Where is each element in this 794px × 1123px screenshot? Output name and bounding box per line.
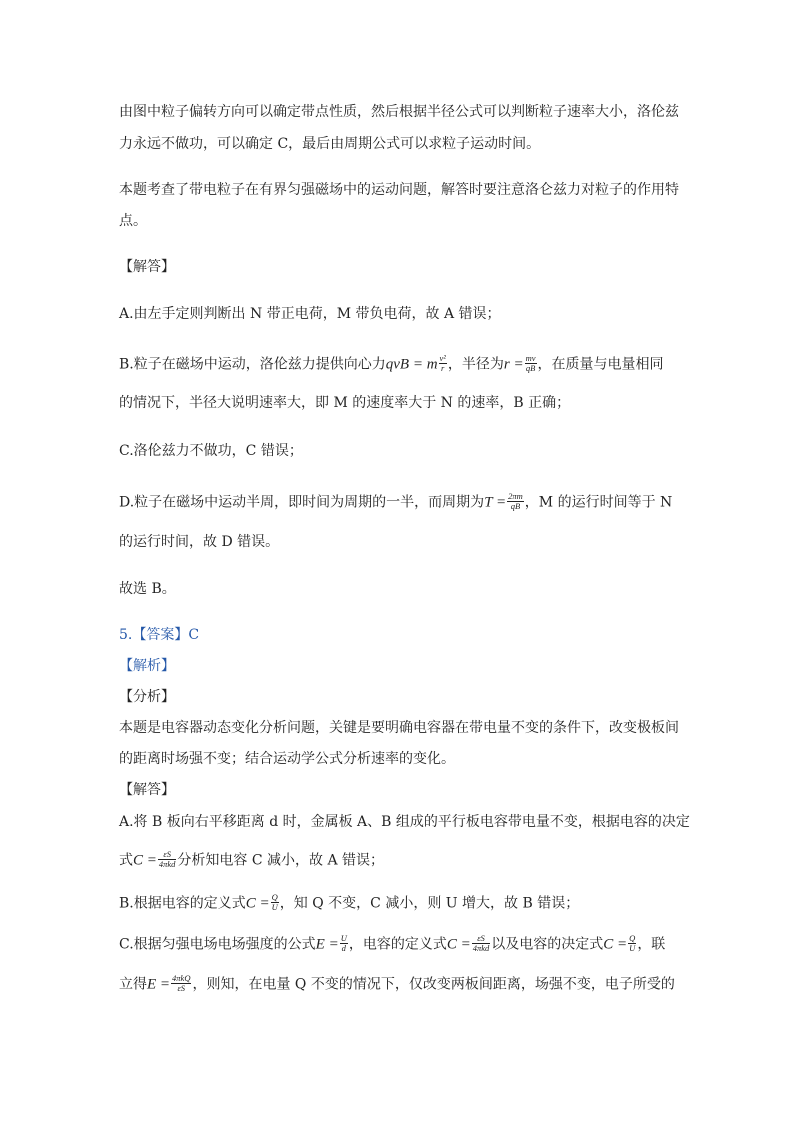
fraction-denominator: qB [510, 500, 521, 511]
q5-b-text-2: ，知 Q 不变，C 减小，则 U 增大，故 B 错误； [279, 895, 580, 912]
fraction-denominator: 4πkd [158, 858, 176, 869]
fraction-numerator: Q [271, 892, 278, 902]
q4-b-text-3: ，在质量与电量相同 [537, 356, 664, 373]
fraction-numerator: v² [439, 353, 446, 363]
q5-b-formula: C = [245, 895, 270, 912]
q5-a-text-1: 式 [119, 852, 133, 869]
q5-option-c-line-1 [119, 935, 665, 954]
fraction-denominator: U [271, 901, 278, 912]
intro-line-2: 力永远不做功，可以确定 C，最后由周期公式可以求粒子运动时间。 [119, 136, 541, 152]
q5-analysis-heading: 【解析】 [119, 658, 175, 674]
q5-c-text-4: ，联 [637, 936, 666, 953]
q5-solution-heading: 【解答】 [119, 782, 175, 798]
q5-a-fraction [158, 850, 177, 869]
fraction-numerator: εS [472, 934, 491, 944]
fraction-denominator: U [629, 942, 636, 953]
q4-option-d-line-1 [119, 493, 672, 512]
intro-line-1: 由图中粒子偏转方向可以确定带点性质，然后根据半径公式可以判断粒子速率大小，洛伦兹 [119, 104, 679, 120]
q5-c2-formula: E = [147, 976, 171, 993]
q5-b-fraction [271, 893, 279, 912]
q4-option-b-line-1 [119, 355, 664, 374]
fraction-numerator: mv [525, 353, 536, 363]
q4-b-fraction-2 [525, 354, 537, 373]
q5-c2-text-1: 立得 [119, 976, 147, 993]
q4-solution-heading: 【解答】 [119, 259, 175, 275]
q4-b-formula-force: qvB = m [385, 356, 438, 373]
fraction-denominator: qB [525, 362, 536, 373]
q4-option-d-line-2: 的运行时间，故 D 错误。 [119, 534, 280, 550]
q4-option-a: A.由左手定则判断出 N 带正电荷，M 带负电荷，故 A 错误； [119, 306, 501, 322]
q5-fenxi-line-2: 的距离时场强不变；结合运动学公式分析速率的变化。 [119, 751, 455, 767]
fraction-numerator: εS [158, 850, 177, 860]
fraction-numerator: 4πkQ [172, 973, 191, 983]
q5-c-formula-definition: C = [603, 936, 628, 953]
note-line-2: 点。 [119, 213, 147, 229]
q5-option-c-line-2 [119, 975, 675, 994]
fraction-denominator: d [341, 942, 346, 953]
q5-c2-text-2: ，则知，在电量 Q 不变的情况下，仅改变两板间距离，场强不变，电子所受的 [192, 976, 675, 993]
q4-b-text-2: ，半径为 [447, 356, 504, 373]
q4-b-text-1: B.粒子在磁场中运动，洛伦兹力提供向心力 [119, 356, 386, 373]
note-line-1: 本题考查了带电粒子在有界匀强磁场中的运动问题，解答时要注意洛仑兹力对粒子的作用特 [119, 182, 679, 198]
fraction-denominator: r [441, 362, 445, 373]
fraction-numerator: U [340, 933, 347, 943]
q5-c-text-1: C.根据匀强电场电场强度的公式 [119, 936, 316, 953]
fraction-numerator: Q [629, 933, 636, 943]
q5-option-a-line-2 [119, 851, 384, 870]
q5-c-text-2: ，电容的定义式 [348, 936, 447, 953]
q4-choice: 故选 B。 [119, 581, 176, 597]
q5-c-formula-capacitance: C = [446, 936, 471, 953]
q5-a-formula: C = [133, 852, 157, 869]
q5-c2-fraction [171, 974, 191, 993]
fraction-denominator: 4πkd [472, 942, 490, 953]
q4-b-formula-radius: r = [503, 356, 524, 373]
q4-d-fraction [507, 492, 524, 511]
q5-b-text-1: B.根据电容的定义式 [119, 895, 246, 912]
q5-fenxi-line-1: 本题是电容器动态变化分析问题，关键是要明确电容器在带电量不变的条件下，改变极板间 [119, 720, 679, 736]
q5-a-text-2: 分析知电容 C 减小，故 A 错误； [177, 852, 385, 869]
q5-answer: 5.【答案】C [119, 627, 200, 643]
q4-d-formula-period: T = [484, 494, 507, 511]
q5-option-a-line-1: A.将 B 板向右平移距离 d 时，金属板 A、B 组成的平行板电容带电量不变，根据电容的决定 [119, 814, 690, 830]
q5-c-fraction-3 [628, 934, 636, 953]
q4-option-c: C.洛伦兹力不做功，C 错误； [119, 443, 303, 459]
q4-d-text-1: D.粒子在磁场中运动半周，即时间为周期的一半，而周期为 [119, 494, 485, 511]
q5-c-text-3: 以及电容的决定式 [491, 936, 604, 953]
q4-b-fraction-1 [439, 354, 447, 373]
q5-fenxi-heading: 【分析】 [119, 689, 175, 705]
q5-c-fraction-2 [472, 934, 491, 953]
q5-option-b [119, 894, 579, 913]
q5-c-formula-field: E = [315, 936, 339, 953]
q4-d-text-2: ，M 的运行时间等于 N [524, 494, 673, 511]
q4-option-b-line-2: 的情况下，半径大说明速率大，即 M 的速度率大于 N 的速率，B 正确； [119, 395, 571, 411]
q5-c-fraction-1 [340, 934, 348, 953]
fraction-denominator: εS [177, 982, 186, 993]
fraction-numerator: 2πm [508, 491, 523, 501]
